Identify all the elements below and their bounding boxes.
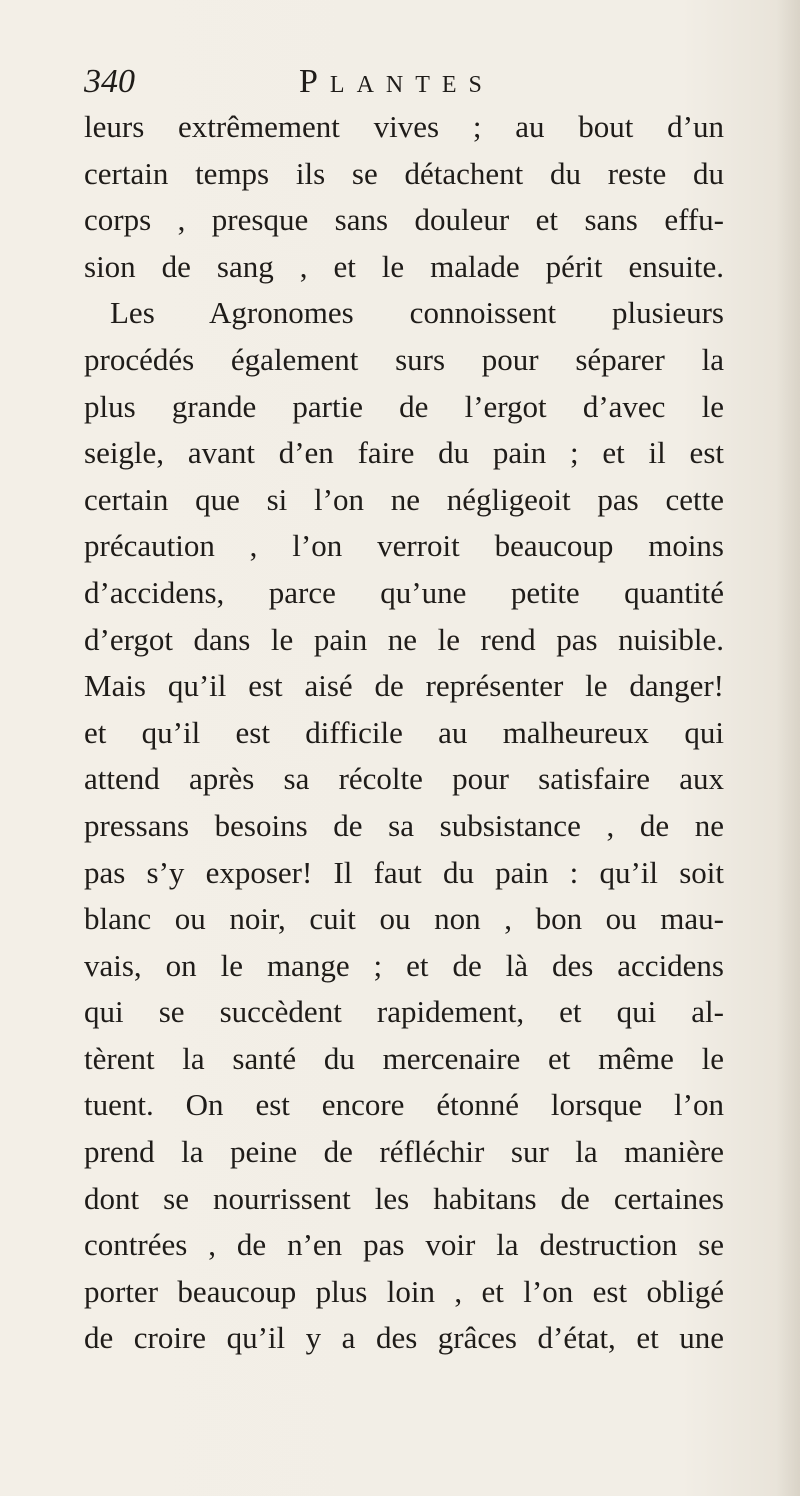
text-line: pressans besoins de sa subsistance , de ne	[84, 807, 724, 843]
text-line: procédés également surs pour séparer la	[84, 341, 724, 377]
text-line: sion de sang , et le malade périt ensuite.	[84, 248, 724, 284]
text-line: blanc ou noir, cuit ou non , bon ou mau-	[84, 901, 724, 937]
text-line: attend après sa récolte pour satisfaire aux	[84, 761, 724, 797]
text-line: qui se succèdent rapidement, et qui al-	[84, 994, 724, 1030]
text-line: plus grande partie de l’ergot d’avec le	[84, 388, 724, 424]
text-line: et qu’il est difficile au malheureux qui	[84, 714, 724, 750]
text-line: de croire qu’il y a des grâces d’état, et une	[84, 1320, 724, 1356]
page-number: 340	[84, 63, 135, 100]
text-line: tèrent la santé du mercenaire et même le	[84, 1040, 724, 1076]
text-line: leurs extrêmement vives ; au bout d’un	[84, 109, 724, 144]
text-line: vais, on le mange ; et de là des accidens	[84, 947, 724, 983]
running-head: Plantes	[299, 63, 494, 100]
text-line: corps , presque sans douleur et sans effu-	[84, 202, 724, 238]
text-line: d’ergot dans le pain ne le rend pas nuisible.	[84, 621, 724, 657]
text-line: Mais qu’il est aisé de représenter le danger!	[84, 668, 724, 704]
text-line: pas s’y exposer! Il faut du pain : qu’il soit	[84, 854, 724, 890]
text-line: porter beaucoup plus loin , et l’on est obligé	[84, 1273, 724, 1309]
text-line: contrées , de n’en pas voir la destruction se	[84, 1227, 724, 1263]
text-line: d’accidens, parce qu’une petite quantité	[84, 574, 724, 610]
text-line: certain que si l’on ne négligeoit pas cette	[84, 481, 724, 517]
text-line: Les Agronomes connoissent plusieurs	[110, 295, 724, 331]
body-text	[84, 104, 724, 1362]
text-line: précaution , l’on verroit beaucoup moins	[84, 528, 724, 564]
text-line: certain temps ils se détachent du reste du	[84, 155, 724, 191]
text-line: seigle, avant d’en faire du pain ; et il est	[84, 435, 724, 471]
text-line: prend la peine de réfléchir sur la manière	[84, 1134, 724, 1170]
text-line: dont se nourrissent les habitans de certaines	[84, 1180, 724, 1216]
text-line: tuent. On est encore étonné lorsque l’on	[84, 1087, 724, 1123]
